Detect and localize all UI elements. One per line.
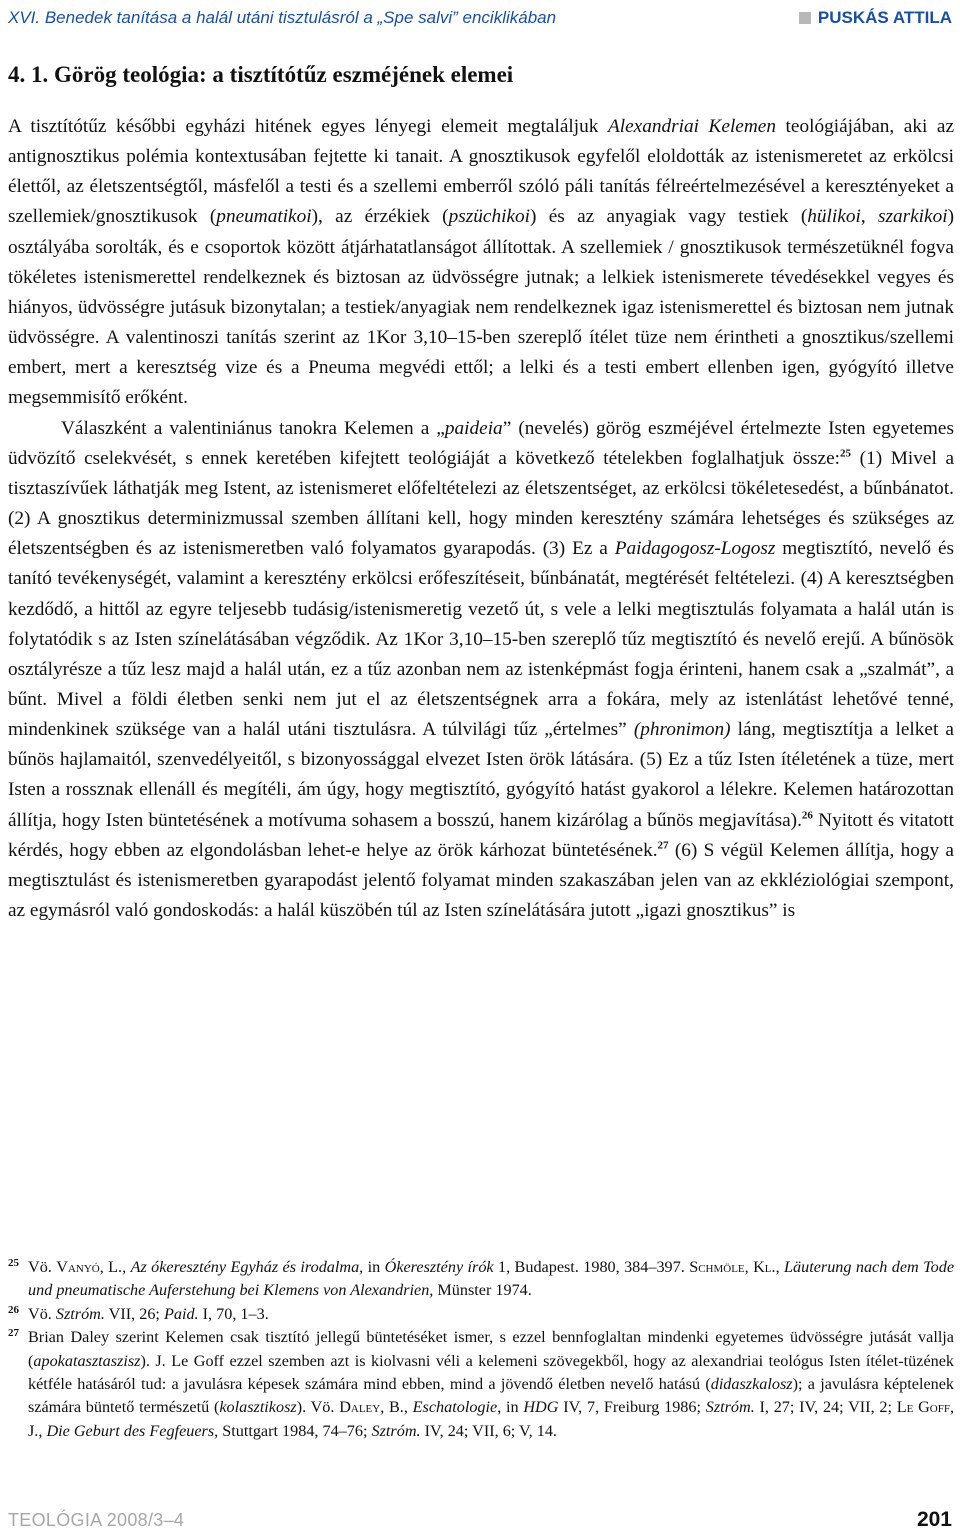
page-number: 201 xyxy=(916,1508,952,1531)
author-name: Daley, B. xyxy=(339,1398,404,1417)
italic-run: (phronimon) xyxy=(633,719,731,741)
footnote-25 xyxy=(8,1256,954,1303)
text-run: megtisztító, nevelő és tanító tevékenységét, valamint a keresztény erkölcsi erőfeszítéseit, bűnbánatát, megtérését feltételezi. (4) A keresztségben kezdődő, a hittől az egyre teljesebb tudásig/istenismeretig vezető út, s vele a lelki megtisztulás folyamata a halál után is folytatódik s az Isten színelátásában végződik. Az 1Kor 3,10–15-ben szereplő tűz megtisztító és nevelő erejű. A bűnösök osztályrésze a tűz lesz majd a halál után, ez a tűz azonban nem az istenképmást fogja érinteni, hanem csak a „szalmát”, a bűnt. Mivel a földi életben senki nem jut el az életszentségnek arra a fokára, mely az istenlátást lehetővé tenné, mindenkinek szüksége van a halál utáni tisztulásra. A túlvilági tűz „értelmes” xyxy=(8,538,955,741)
footer-journal-issue: TEOLÓGIA 2008/3–4 xyxy=(8,1509,185,1530)
italic-run: Sztróm. xyxy=(371,1421,421,1440)
italic-run: paideia xyxy=(444,417,503,439)
text-run: , xyxy=(122,1258,131,1276)
italic-run: pneumatikoi xyxy=(216,206,312,228)
text-run: , xyxy=(38,1421,47,1440)
footnotes-section xyxy=(8,1256,954,1443)
text-run: VII, 26; xyxy=(104,1304,164,1323)
text-run: ); a javulásra képtelenek számára büntető természetű ( xyxy=(28,1375,955,1417)
italic-run: didaszkalosz xyxy=(710,1375,793,1394)
running-header xyxy=(8,5,952,31)
italic-run: Läuterung nach dem Tode und pneumatische Auferstehung bei Klemens von Alexandrien, xyxy=(28,1258,955,1300)
header-author-name: PUSKÁS ATTILA xyxy=(817,8,952,27)
italic-run: pszüchikoi xyxy=(448,206,531,228)
author-name: Le Goff, J. xyxy=(28,1398,954,1440)
text-run: ). Vö. xyxy=(296,1398,340,1417)
body-text xyxy=(8,112,954,926)
text-run: Brian Daley szerint Kelemen csak tisztító jellegű büntetéséket ismer, s ezzel bennfoglaltan mindenki egyetemes üdvösségre jutását vallja ( xyxy=(28,1328,954,1370)
footnote-ref-26[interactable]: 26 xyxy=(801,809,813,822)
text-run: IV, 24; VII, 6; V, 14. xyxy=(420,1421,557,1440)
text-run: , xyxy=(775,1258,785,1276)
italic-run: Paid. xyxy=(163,1304,199,1323)
text-run: ” (nevelés) görög eszméjével értelmezte Isten egyetemes üdvözítő cselekvését, s ennek keretében kifejtett teológiáját a következő tételekben foglalhatjuk össze: xyxy=(8,417,954,469)
paragraph-2 xyxy=(8,414,954,927)
footnote-ref-27[interactable]: 27 xyxy=(657,839,669,852)
italic-run: Sztróm. xyxy=(55,1304,105,1323)
text-run: Vö. xyxy=(28,1258,57,1276)
italic-run: HDG xyxy=(523,1398,559,1417)
text-run: Vö. xyxy=(28,1304,56,1323)
text-run: Münster 1974. xyxy=(433,1281,532,1300)
text-run: , xyxy=(403,1398,413,1417)
text-run: IV, 7, Freiburg 1986; xyxy=(558,1398,706,1417)
text-run: ). J. Le Goff ezzel szemben azt is kiolvasni véli a kelemeni szövegekből, hogy az alexandriai teológus Isten ítélet-tüzének kétféle hatásáról tud: a javulásra képesek számára mind ebben, mind a jövendő életben nevelő hatású ( xyxy=(28,1351,954,1394)
header-article-title: XVI. Benedek tanítása a halál utáni tisztulásról a „Spe salvi” enciklikában xyxy=(8,8,557,27)
text-run: teológiájában, aki az antignosztikus polémia kontextusában fejtette ki tanait. A gnosztikusok egyfelől eloldották az istenismeretet az erkölcsi élettől, az életszentségtől, másfelől a testi és a szellemi emberről szóló páli tanítás félreértelmezésével a keresztényeket a szellemiek/gnosztikusok ( xyxy=(8,116,955,228)
text-run: A tisztítótűz későbbi egyházi hitének egyes lényegi elemeit megtaláljuk xyxy=(8,116,608,137)
footnote-27 xyxy=(8,1326,954,1443)
text-run: (6) S végül Kelemen állítja, hogy a megtisztulást és istenismeretben gyarapodást jelentő folyamat minden szakaszában jelen van az ekkléziológiai szempont, az egymásról való gondoskodás: a halál küszöbén túl az Isten színelátására jutott „igazi gnosztikus” is xyxy=(8,839,954,922)
italic-run: szarkikoi xyxy=(877,206,948,228)
text-run: , in xyxy=(497,1398,524,1417)
text-run: Nyitott és vitatott kérdés, hogy ebben az elgondolásban lehet-e helye az örök kárhozat büntetésének. xyxy=(8,809,955,861)
text-run: 1, Budapest. 1980, 384–397. xyxy=(493,1258,690,1276)
text-run: Válaszként a valentiniánus tanokra Kelemen a „ xyxy=(61,417,445,439)
section-title: 4. 1. Görög teológia: a tisztítótűz eszméjének elemei xyxy=(8,62,514,87)
footnote-number: 25 xyxy=(8,1257,19,1269)
text-run: I, 27; IV, 24; VII, 2; xyxy=(754,1398,897,1417)
text-run: láng, megtisztítja a lelket a bűnös hajlamaitól, szenvedélyeitől, s bizonyossággal elvezet Isten örök látására. (5) Ez a tűz Isten ítéletének a tüze, mert Isten a rossznak ellenáll és megítéli, ám úgy, hogy megtisztító, gyógyító hatást gyakorol a lélekre. Kelemen határozottan állítja, hogy Isten büntetésének a motívuma sohasem a bosszú, hanem kizárólag a bűnös megjavítása). xyxy=(8,719,954,831)
italic-run: hülikoi xyxy=(807,206,861,228)
running-footer xyxy=(8,1508,952,1532)
italic-run: Paidagogosz-Logosz xyxy=(614,538,776,560)
italic-run: Die Geburt des Fegfeuers xyxy=(46,1421,215,1440)
paragraph-1 xyxy=(8,112,954,414)
text-run: , xyxy=(860,206,878,228)
author-name: Schmöle, Kl. xyxy=(689,1258,776,1276)
text-run: ) és az anyagiak vagy testiek ( xyxy=(530,206,808,228)
text-run: , in xyxy=(359,1258,385,1276)
italic-run: Ókeresztény írók xyxy=(384,1258,494,1276)
square-bullet-icon xyxy=(799,12,811,24)
footnote-26 xyxy=(8,1303,954,1326)
text-run: , Stuttgart 1984, 74–76; xyxy=(214,1421,372,1440)
italic-run: apokatasztaszisz xyxy=(33,1351,141,1370)
footnote-number: 26 xyxy=(8,1303,19,1316)
footnote-number: 27 xyxy=(8,1327,19,1340)
italic-run: Alexandriai Kelemen xyxy=(607,116,776,137)
italic-run: kolasztikosz xyxy=(219,1398,297,1417)
text-run: ) osztályába sorolták, és e csoportok között átjárhatatlanságot állítottak. A szellemiek / gnosztikusok természetüknél fogva tökéletes istenismerettel rendelkeznek és biztosan az üdvösségre jutnak; a lelkiek istenismerete tévedésekkel vegyes és hiányos, üdvösségre jutásuk bizonytalan; a testiek/anyagiak nem rendelkeznek igaz istenismerettel és biztosan nem jutnak üdvösségre. A valentinoszi tanítás szerint az 1Kor 3,10–15-ben szereplő ítélet tüze nem érintheti a gnosztikus/szellemi embert, mert a keresztség vize és a Pneuma megvédi ettől; a lelki és a testi embert ellenben igen, gyógyító illetve megsemmisítő erőként. xyxy=(8,206,954,409)
text-run: I, 70, 1–3. xyxy=(198,1304,269,1323)
italic-run: Sztróm. xyxy=(705,1398,755,1417)
italic-run: Az ókeresztény Egyház és irodalma xyxy=(130,1258,360,1276)
footnote-ref-25[interactable]: 25 xyxy=(840,447,852,460)
text-run: ), az érzékiek ( xyxy=(311,206,449,228)
author-name: Vanyó, L. xyxy=(56,1258,123,1276)
text-run: (1) Mivel a tisztaszívűek láthatják meg Istent, az istenismeret előfeltételezi az életszentséget, az erkölcsi tökéletesedést, a bűnbánatot. (2) A gnosztikus determinizmussal szemben állítani kell, hogy minden keresztény számára lehetséges és szükséges az életszentségben és az istenismeretben való folyamatos gyarapodás. (3) Ez a xyxy=(8,447,955,560)
header-author-block xyxy=(799,8,952,28)
italic-run: Eschatologie xyxy=(412,1398,498,1417)
